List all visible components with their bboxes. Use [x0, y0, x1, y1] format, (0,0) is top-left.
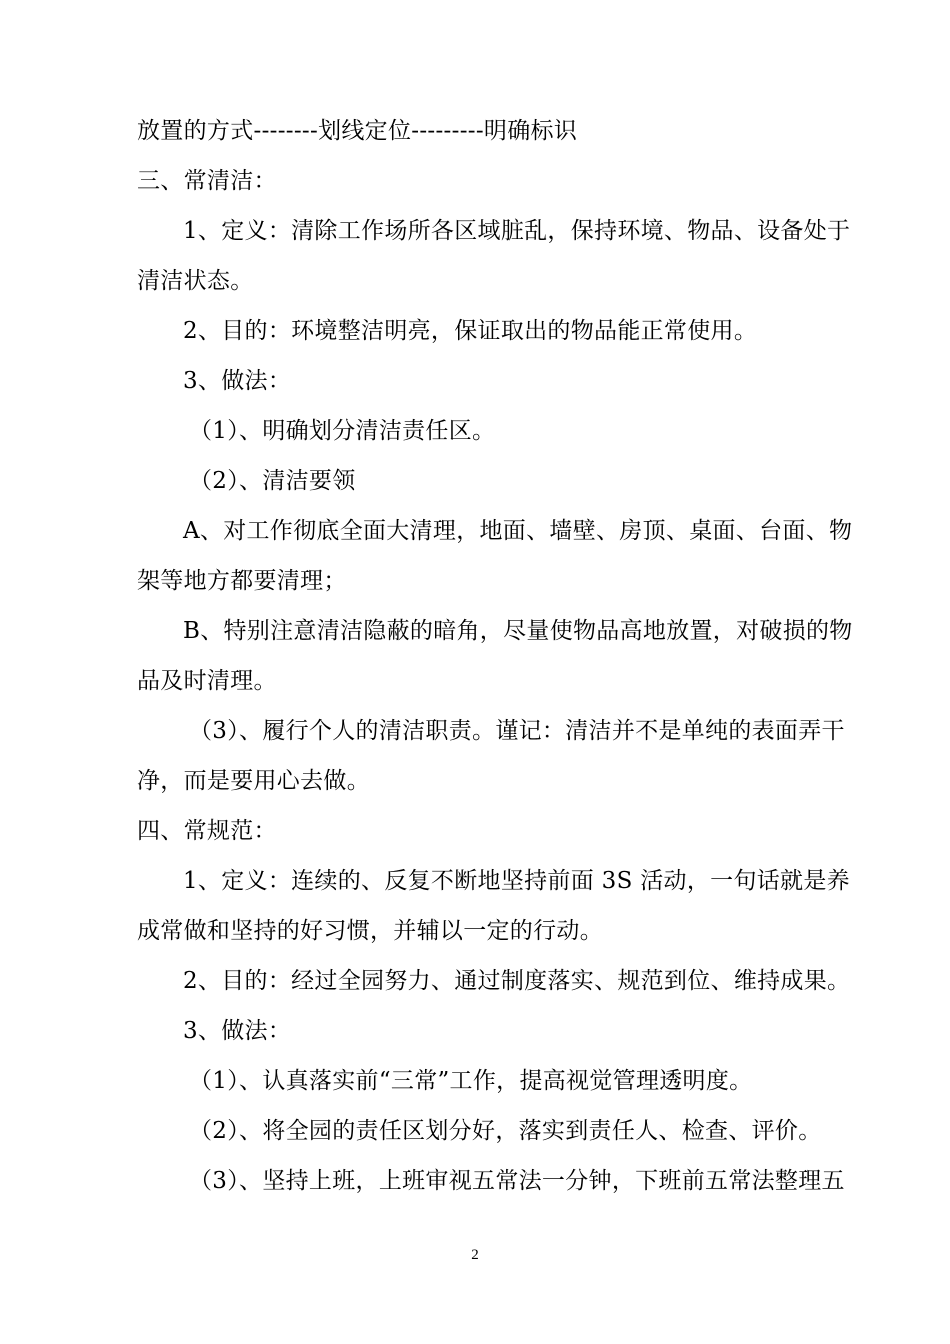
- text-line: B、特别注意清洁隐蔽的暗角，尽量使物品高地放置，对破损的物: [183, 618, 853, 644]
- text-line: 净，而是要用心去做。: [137, 768, 370, 794]
- document-body: [137, 106, 861, 1206]
- text-line: 1、定义：连续的、反复不断地坚持前面 3S 活动，一句话就是养: [183, 868, 850, 894]
- text-line: （1）、明确划分清洁责任区。: [189, 418, 496, 444]
- text-line: （2）、清洁要领: [189, 468, 356, 494]
- page-number: 2: [471, 1247, 479, 1263]
- text-line: 2、目的：环境整洁明亮，保证取出的物品能正常使用。: [183, 318, 758, 344]
- text-line: 成常做和坚持的好习惯，并辅以一定的行动。: [137, 918, 603, 944]
- text-line: 品及时清理。: [137, 668, 277, 694]
- text-line: 2、目的：经过全园努力、通过制度落实、规范到位、维持成果。: [183, 968, 851, 994]
- text-line: 1、定义：清除工作场所各区域脏乱，保持环境、物品、设备处于: [183, 218, 851, 244]
- text-line: 放置的方式--------划线定位---------明确标识: [137, 118, 578, 144]
- text-line: 清洁状态。: [137, 268, 254, 294]
- text-line: （1）、认真落实前“三常”工作，提高视觉管理透明度。: [189, 1068, 753, 1094]
- text-line: （2）、将全园的责任区划分好，落实到责任人、检查、评价。: [189, 1118, 822, 1144]
- text-line: （3）、坚持上班，上班审视五常法一分钟，下班前五常法整理五: [189, 1168, 845, 1194]
- text-line: A、对工作彻底全面大清理，地面、墙壁、房顶、桌面、台面、物: [183, 518, 853, 544]
- text-line: 架等地方都要清理；: [137, 568, 347, 594]
- text-line: 3、做法：: [183, 368, 292, 394]
- section-heading: 三、常清洁：: [137, 168, 277, 194]
- section-heading: 四、常规范：: [137, 818, 277, 844]
- text-line: （3）、履行个人的清洁职责。谨记：清洁并不是单纯的表面弄干: [189, 718, 845, 744]
- text-line: 3、做法：: [183, 1018, 292, 1044]
